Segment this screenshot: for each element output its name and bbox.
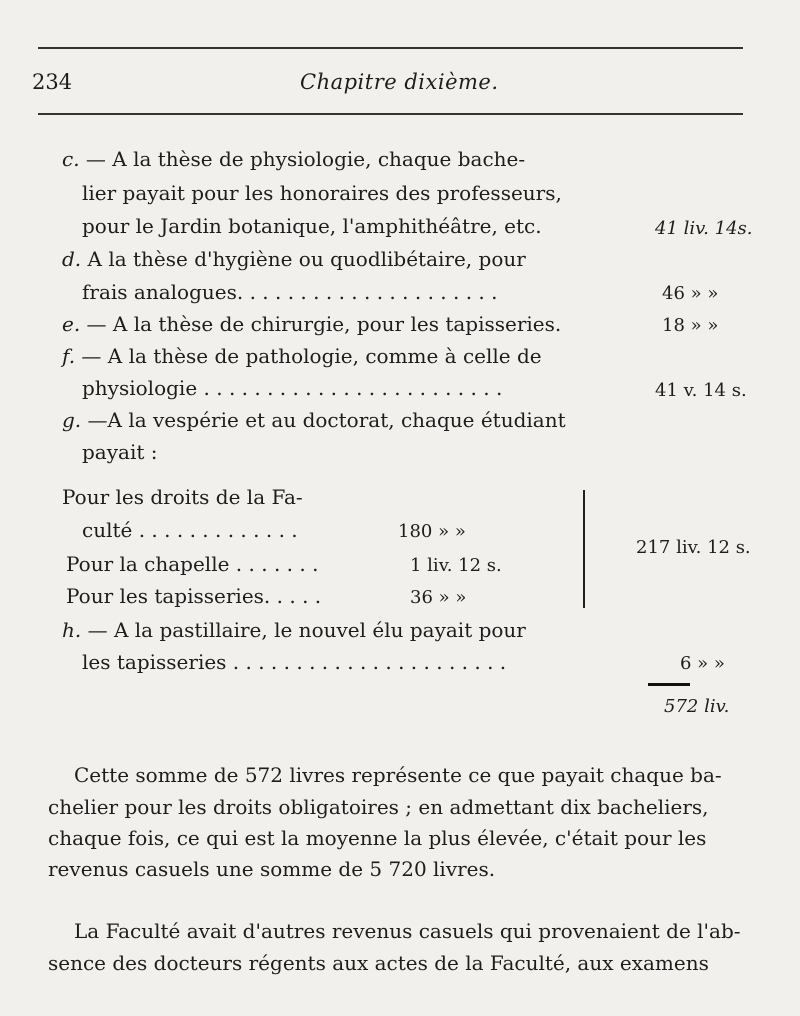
item-g-sub2-label: Pour la chapelle . . . . . . . (66, 552, 319, 576)
item-d-line2: frais analogues. . . . . . . . . . . . . . . . . . . . . (82, 280, 498, 304)
paragraph-1-line-1: Cette somme de 572 livres représente ce que payait chaque ba- (74, 763, 722, 787)
item-h-line2: les tapisseries . . . . . . . . . . . . . . . . . . . . . . (82, 650, 507, 674)
item-d-line1: d. A la thèse d'hygiène ou quodlibétaire, pour (62, 247, 526, 271)
paragraph-1-line-3: chaque fois, ce qui est la moyenne la plus élevée, c'était pour les (48, 826, 707, 850)
item-g-sub1-label: Pour les droits de la Fa- (62, 485, 303, 509)
right-brace (575, 490, 585, 608)
item-g-sub2-amount: 1 liv. 12 s. (410, 555, 502, 576)
item-f-line2: physiologie . . . . . . . . . . . . . . . . . . . . . . . . (82, 376, 503, 400)
item-g-sub3-amount: 36 » » (410, 587, 467, 608)
item-g-sub1-amount: 180 » » (398, 521, 466, 542)
page-number: 234 (32, 70, 73, 94)
item-c-amount: 41 liv. 14s. (655, 218, 753, 239)
item-e-amount: 18 » » (662, 315, 719, 336)
paragraph-2-line-1: La Faculté avait d'autres revenus casuels qui provenaient de l'ab- (74, 919, 741, 943)
header-top-rule (38, 47, 743, 49)
header-bottom-rule (38, 113, 743, 115)
item-f-amount: 41 v. 14 s. (655, 380, 747, 401)
chapter-title: Chapitre dixième. (300, 70, 499, 94)
item-c-line1: c. — A la thèse de physiologie, chaque bache- (62, 147, 526, 171)
item-c-line3: pour le Jardin botanique, l'amphithéâtre, etc. (82, 214, 542, 238)
total-amount: 572 liv. (664, 696, 730, 717)
item-h-amount: 6 » » (680, 653, 725, 674)
item-f-line1: f. — A la thèse de pathologie, comme à celle de (62, 344, 542, 368)
item-g-sub3-label: Pour les tapisseries. . . . . (66, 584, 322, 608)
item-h-line1: h. — A la pastillaire, le nouvel élu payait pour (62, 618, 526, 642)
paragraph-2-line-2: sence des docteurs régents aux actes de la Faculté, aux examens (48, 951, 709, 975)
item-g-line2: payait : (82, 440, 158, 464)
paragraph-1-line-2: chelier pour les droits obligatoires ; en admettant dix bacheliers, (48, 795, 709, 819)
item-g-line1: g. —A la vespérie et au doctorat, chaque étudiant (62, 408, 566, 432)
paragraph-1-line-4: revenus casuels une somme de 5 720 livres. (48, 857, 496, 881)
item-g-amount: 217 liv. 12 s. (636, 537, 751, 558)
item-c-line2: lier payait pour les honoraires des professeurs, (82, 181, 562, 205)
item-g-sub1-label2: culté . . . . . . . . . . . . . (82, 518, 298, 542)
item-d-amount: 46 » » (662, 283, 719, 304)
sum-rule (648, 683, 690, 686)
item-e-line1: e. — A la thèse de chirurgie, pour les tapisseries. (62, 312, 562, 336)
